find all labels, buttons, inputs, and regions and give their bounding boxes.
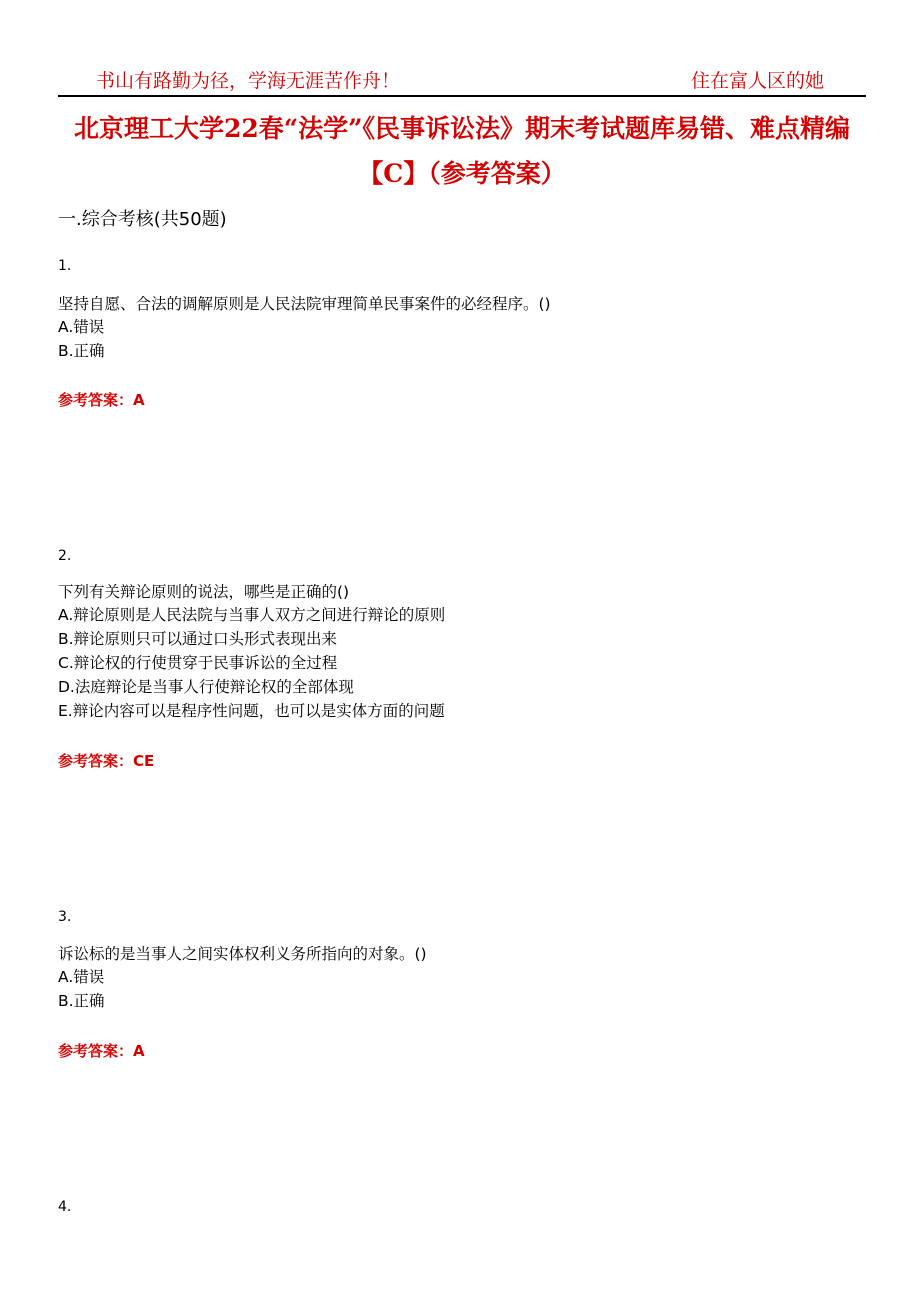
answer-value: A <box>133 391 145 409</box>
answer-label: 参考答案： <box>58 391 134 409</box>
question-1-options <box>58 315 105 363</box>
question-4-number: 4. <box>58 1199 72 1215</box>
question-3-options <box>58 965 105 1013</box>
option-item: A.辩论原则是人民法院与当事人双方之间进行辩论的原则 <box>58 606 446 624</box>
option-item: B.辩论原则只可以通过口头形式表现出来 <box>58 630 338 648</box>
question-2-options <box>58 603 445 723</box>
question-3-answer <box>58 1040 145 1061</box>
header-motto: 书山有路勤为径，学海无涯苦作舟！ <box>96 70 401 92</box>
option-item: B.正确 <box>58 342 105 360</box>
question-3-number: 3. <box>58 909 72 925</box>
answer-label: 参考答案： <box>58 1042 134 1060</box>
answer-value: A <box>133 1042 145 1060</box>
question-1-answer <box>58 389 145 410</box>
header-divider <box>58 95 866 97</box>
option-item: A.错误 <box>58 318 105 336</box>
question-3-text: 诉讼标的是当事人之间实体权利义务所指向的对象。() <box>58 945 427 963</box>
question-2-number: 2. <box>58 548 72 564</box>
question-2-text: 下列有关辩论原则的说法，哪些是正确的() <box>58 583 350 601</box>
question-2-answer <box>58 750 154 771</box>
option-item: C.辩论权的行使贯穿于民事诉讼的全过程 <box>58 654 338 672</box>
option-item: D.法庭辩论是当事人行使辩论权的全部体现 <box>58 678 354 696</box>
answer-value: CE <box>133 752 155 770</box>
option-item: B.正确 <box>58 992 105 1010</box>
document-title: 北京理工大学22春“法学”《民事诉讼法》期末考试题库易错、难点精编【C】（参考答案） <box>73 114 851 188</box>
answer-label: 参考答案： <box>58 752 134 770</box>
section-heading: 一.综合考核(共50题) <box>58 209 227 230</box>
header-author: 住在富人区的她 <box>690 70 824 92</box>
option-item: E.辩论内容可以是程序性问题，也可以是实体方面的问题 <box>58 702 445 720</box>
question-1-number: 1. <box>58 258 72 274</box>
question-1-text: 坚持自愿、合法的调解原则是人民法院审理简单民事案件的必经程序。() <box>58 295 551 313</box>
option-item: A.错误 <box>58 968 105 986</box>
